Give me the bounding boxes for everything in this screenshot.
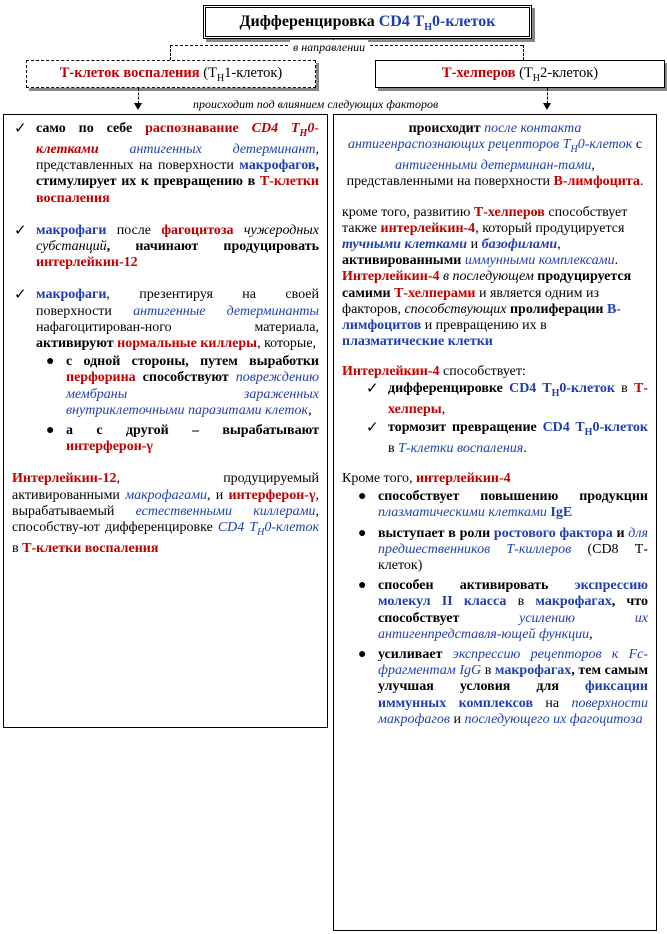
left-arrow bbox=[138, 88, 139, 104]
left-dot-2: ● а с другой – вырабатывают интерферон-γ bbox=[46, 423, 319, 455]
right-dot-2: ● выступает в роли ростового фактора и для предшественников Т-киллеров (CD8 Т-клеток) bbox=[358, 525, 648, 574]
right-il4-section: Интерлейкин-4 способствует: ✓ дифференцировке CD4 $T_H0$-клеток в Т-хелперы, ✓ тормозит превращение CD4 $T_H0$-клеток в Т-клетки воспаления. bbox=[342, 364, 648, 456]
right-check-2: ✓ тормозит превращение CD4 $T_H0$-клеток в Т-клетки воспаления. bbox=[366, 419, 648, 456]
right-intro: происходит после контакта антигенраспознающих рецепторов $T_H0$-клеток с антигенными детерминан-тами, представленными на поверхности В-лимфоцита. bbox=[346, 121, 644, 190]
direction-label: в направлении bbox=[290, 40, 368, 55]
check-icon: ✓ bbox=[14, 287, 27, 304]
left-connector bbox=[170, 45, 171, 60]
check-icon: ✓ bbox=[366, 380, 379, 397]
left-bullet-3: ✓ макрофаги, презентируя на своей поверхности антигенные детерминанты нафагоцитирован-ного материала, активируют нормальные киллеры, которые, ● с одной стороны, путем выработки перфорина способствуют повреждению мембраны зараженных внутриклеточными паразитами клеток, ● а с другой – вырабатывают интерферон-γ bbox=[14, 287, 319, 455]
title-cd4: CD4 T bbox=[378, 13, 425, 30]
left-column bbox=[3, 114, 328, 728]
right-dot-1: ● способствует повышению продукции плазматическими клетками IgE bbox=[358, 489, 648, 521]
right-column bbox=[333, 114, 657, 931]
left-header: Т-клеток воспаления $(T_H1-клеток)$ bbox=[26, 60, 316, 88]
title-suffix: 0-клеток bbox=[432, 13, 496, 30]
right-additional: Кроме того, интерлейкин-4 ● способствует повышению продукции плазматическими клетками IgE ● выступает в роли ростового фактора и для предшественников Т-киллеров (CD8 Т-клеток) ● способен активировать экспрессию молекул II класса в макрофагах, что способствует усилению их антигенпредставля-ющей функции, ● усиливает экспрессию рецепторов к Fc-фрагментам IgG в макрофагах, тем самым улучшая условия для фиксации иммунных комплексов на поверхности макрофагов и последующего их фагоцитоза bbox=[342, 471, 649, 727]
right-header-red: Т-хелперов bbox=[441, 65, 516, 81]
check-icon: ✓ bbox=[14, 121, 27, 137]
left-bullet-2: ✓ макрофаги после фагоцитоза чужеродных субстанций, начинают продуцировать интерлейкин-12 bbox=[14, 222, 319, 271]
left-header-red: Т-клеток воспаления bbox=[59, 65, 200, 81]
factors-label: происходит под влиянием следующих факторов bbox=[193, 97, 439, 111]
right-dot-4: ● усиливает экспрессию рецепторов к Fc-фрагментам IgG в макрофагах, тем самым улучшая условия для фиксации иммунных комплексов на поверхности макрофагов и последующего их фагоцитоза bbox=[358, 647, 649, 727]
title-prefix: Дифференцировка bbox=[239, 13, 379, 30]
right-paragraph-2: кроме того, развитию Т-хелперов способствует также интерлейкин-4, который продуцируется тучными клетками и базофилами, активированными иммунными комплексами. Интерлейкин-4 в последующем продуцируется самими Т-хелперами и является одним из факторов, способствующих пролиферации В-лимфоцитов и превращению их в плазматические клетки bbox=[342, 204, 632, 350]
left-dot-1: ● с одной стороны, путем выработки перфорина способствуют повреждению мембраны зараженных внутриклеточными паразитами клеток, bbox=[46, 354, 319, 418]
left-conclusion: Интерлейкин-12, продуцируемый активированными макрофагами, и интерферон-γ, вырабатываемый естественными киллерами, способству-ют дифференцировке CD4 $T_H0$-клеток в Т-клетки воспаления bbox=[12, 471, 319, 557]
diagram-title bbox=[203, 5, 532, 39]
check-icon: ✓ bbox=[14, 222, 27, 239]
right-header: Т-хелперов $(T_H2-клеток)$ bbox=[375, 60, 665, 88]
right-connector bbox=[523, 45, 524, 60]
right-arrow-head bbox=[543, 103, 551, 110]
right-dot-3: ● способен активировать экспрессию молекул II класса в макрофагах, что способствует усилению их антигенпредставля-ющей функции, bbox=[358, 578, 649, 642]
right-arrow bbox=[547, 88, 548, 104]
left-arrow-head bbox=[134, 103, 142, 110]
title-sub: H bbox=[424, 22, 433, 34]
left-bullet-1: ✓ само по себе распознавание CD4 $T_H0$-клетками антигенных детерминант, представленных на поверхности макрофагов, стимулирует их к превращению в Т-клетки воспаления bbox=[14, 121, 319, 206]
check-icon: ✓ bbox=[366, 419, 379, 436]
right-check-1: ✓ дифференцировке CD4 $T_H0$-клеток в Т-хелперы, bbox=[366, 380, 648, 417]
